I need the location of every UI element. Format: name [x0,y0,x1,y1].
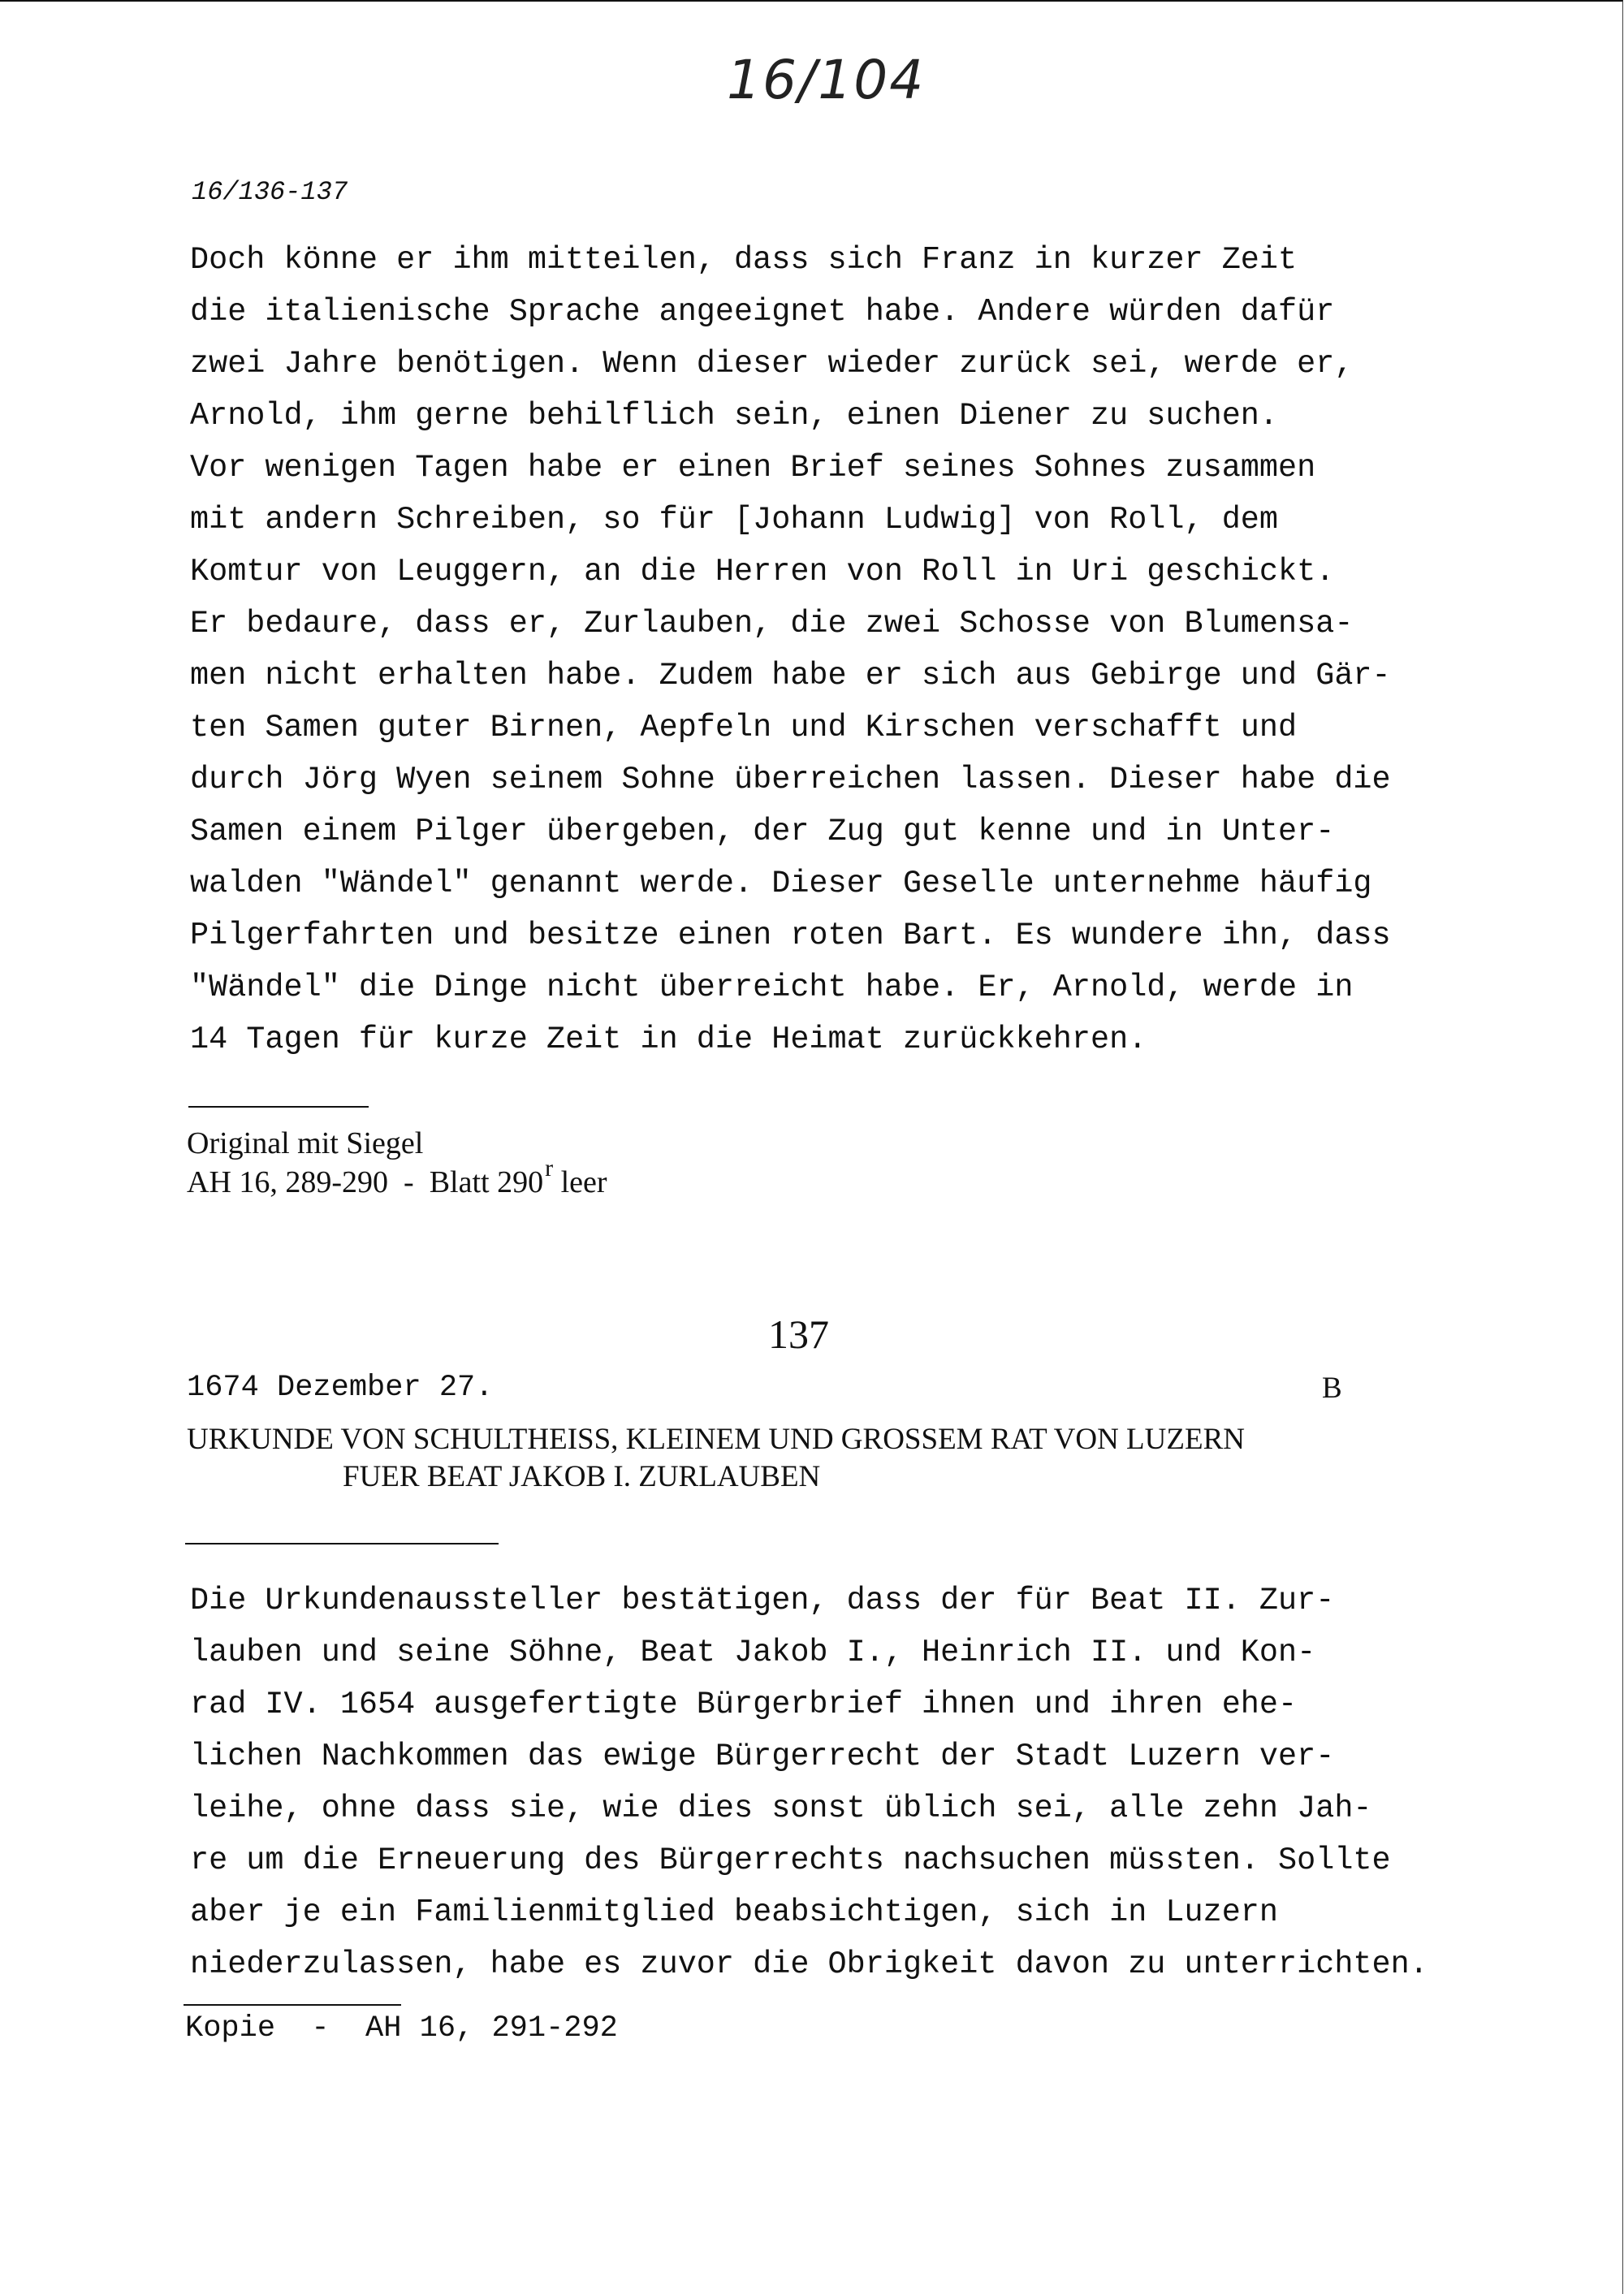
source-note-137: Kopie - AH 16, 291-292 [185,2011,618,2046]
document-date: 1674 Dezember 27. [187,1371,494,1405]
archive-stamp: 16/104 [727,49,926,111]
source-note-136-line1: Original mit Siegel [187,1126,424,1160]
document-summary-137: Die Urkundenaussteller bestätigen, dass der für Beat II. Zur- lauben und seine Söhne, Beat Jakob I., Heinrich II. und Kon- rad IV. 1654 ausgefertigte Bürgerbrief ihnen und ihren ehe- lichen Nachkommen das ewige Bürgerrecht der Stadt Luzern ver- leihe, ohne dass sie, wie dies sonst üblich sei, alle zehn Jah- re um die Erneuerung des Bürgerrechts nachsuchen müssten. Sollte aber je ein Familienmitglied beabsichtigen, sich in Luzern niederzulassen, habe es zuvor die Obrigkeit davon zu unterrichten. [190,1583,1428,1982]
document-heading: URKUNDE VON SCHULTHEISS, KLEINEM UND GROSSEM RAT VON LUZERN FUER BEAT JAKOB I. ZURLAUBEN [187,1423,1245,1493]
divider-rule [188,1106,369,1108]
document-number: 137 [768,1311,829,1357]
divider-rule [184,2004,401,2006]
source-note-136-line2: AH 16, 289-290 - Blatt 290$^r$ leer [187,1155,607,1199]
letter-summary-136: Doch könne er ihm mitteilen, dass sich Franz in kurzer Zeit die italienische Sprache angeeignet habe. Andere würden dafür zwei Jahre benötigen. Wenn dieser wieder zurück sei, werde er, Arnold, ihm gerne behilflich sein, einen Diener zu suchen. Vor wenigen Tagen habe er einen Brief seines Sohnes zusammen mit andern Schreiben, so für [Johann Ludwig] von Roll, dem Komtur von Leuggern, an die Herren von Roll in Uri geschickt. Er bedaure, dass er, Zurlauben, die zwei Schosse von Blumensa- men nicht erhalten habe. Zudem habe er sich aus Gebirge und Gär- ten Samen guter Birnen, Aepfeln und Kirschen verschafft und durch Jörg Wyen seinem Sohne überreichen lassen. Dieser habe die Samen einem Pilger übergeben, der Zug gut kenne und in Unter- walden "Wändel" genannt werde. Dieser Geselle unternehme häufig Pilgerfahrten und besitze einen roten Bart. Es wundere ihn, dass "Wändel" die Dinge nicht überreicht habe. Er, Arnold, werde in 14 Tagen für kurze Zeit in die Heimat zurückkehren. [190,242,1391,1057]
divider-rule [185,1543,499,1544]
document-code: B [1322,1372,1342,1405]
document-reference: 16/136-137 [192,177,348,207]
